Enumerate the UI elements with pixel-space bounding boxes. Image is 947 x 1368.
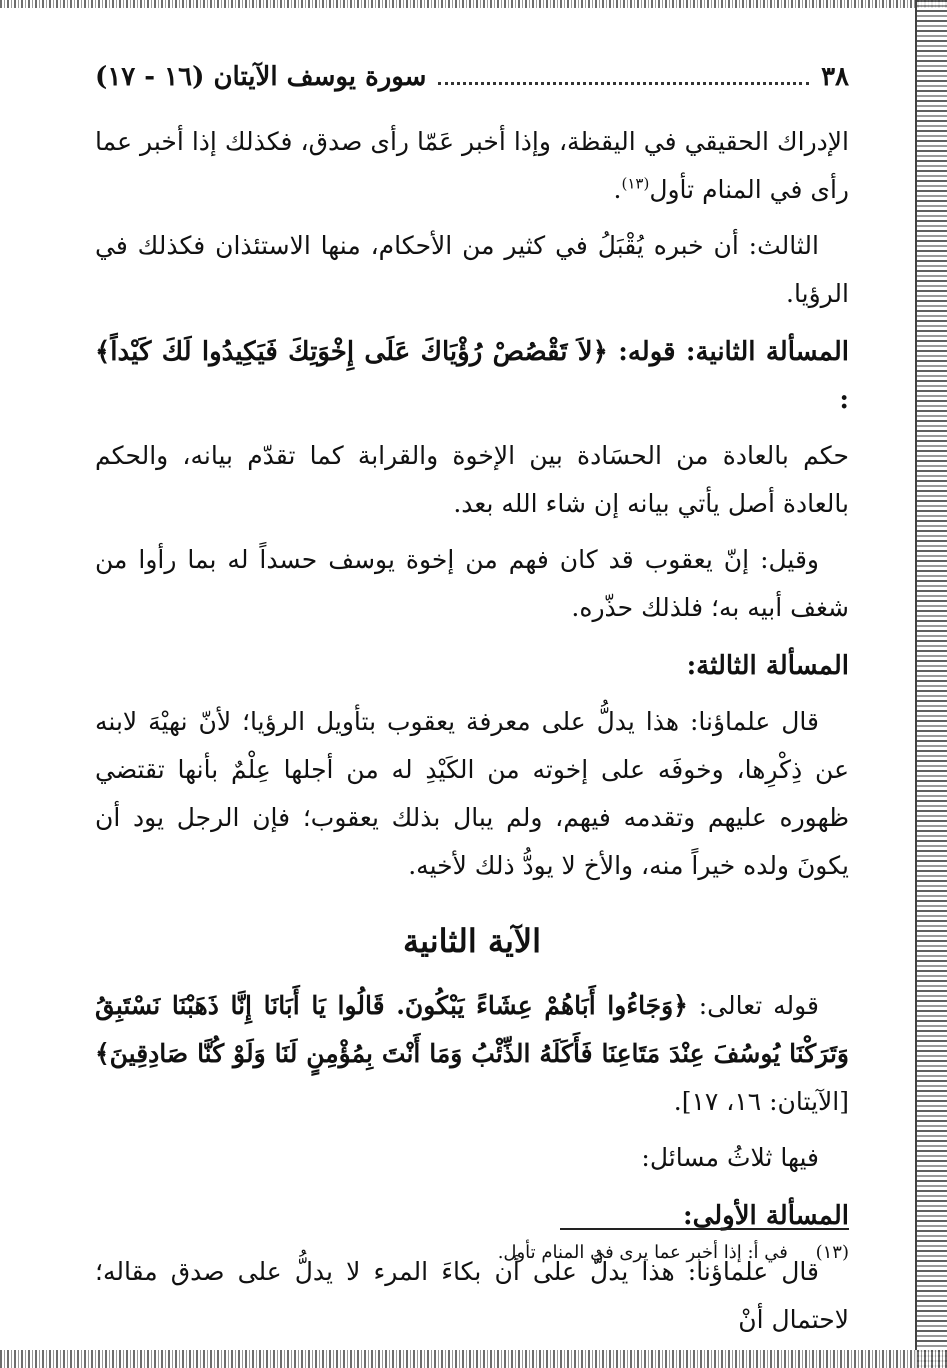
page-number: ٣٨ (821, 62, 849, 92)
paragraph-1 (95, 118, 849, 214)
verse-reference: [الآيتان: ١٦، ١٧]. (673, 1087, 849, 1116)
page-border-bottom (0, 1350, 947, 1368)
heading-masala-3: المسألة الثالثة: (686, 651, 849, 681)
footnote-separator (560, 1228, 849, 1230)
heading-masala-2-verse: ﴿لاَ تَقْصُصْ رُؤْيَاكَ عَلَى إِخْوَتِكَ فَيَكِيدُوا لَكَ كَيْداً﴾ (95, 337, 608, 367)
heading-masala-1: المسألة الأولى: (682, 1201, 849, 1231)
page-border-right (915, 0, 947, 1368)
paragraph-5: قال علماؤنا: هذا يدلُّ على معرفة يعقوب بتأويل الرؤيا؛ لأنّ نهيْهَ لابنه عن ذِكْرِها، وخوفَه على إخوته من الكَيْدِ له من أجلها عِلْمٌ بأنها تقتضي ظهوره عليهم وتقدمه فيهم، ولم يبال بذلك يعقوب؛ فإن الرجل يود أن يكونَ ولده خيراً منه، والأخ لا يودُّ ذلك لأخيه. (95, 707, 849, 880)
paragraph-6 (95, 982, 849, 1126)
page-header (95, 62, 849, 110)
heading-masala-2-label: المسألة الثانية: قوله: (607, 337, 849, 367)
paragraph-1-text: الإدراك الحقيقي في اليقظة، وإذا أخبر عَمّا رأى صدق، فكذلك إذا أخبر عما رأى في المنام تأول (95, 127, 849, 204)
paragraph-6-lead: قوله تعالى: (687, 991, 820, 1020)
page-body (95, 62, 849, 1344)
footnote-marker: (١٣) (621, 174, 650, 193)
footnote-number: (١٣) (815, 1242, 849, 1263)
heading-masala-2 (95, 328, 849, 424)
section-title: الآية الثانية (402, 922, 542, 960)
paragraph-8: قال علماؤنا: هذا يدلُّ على أن بكاءَ المرء لا يدلُّ على صدق مقاله؛ لاحتمال أنْ (95, 1257, 849, 1334)
paragraph-3: حكم بالعادة من الحسَادة بين الإخوة والقرابة كما تقدّم بيانه، والحكم بالعادة أصل يأتي بيانه إن شاء الله بعد. (95, 441, 849, 518)
page-border-top (0, 0, 947, 8)
footnote (95, 1236, 849, 1270)
running-title: سورة يوسف الآيتان (١٦ - ١٧) (95, 62, 427, 92)
heading-masala-2-colon: : (839, 385, 849, 415)
footnote-text: في أ: إذا أخبر عما يرى في المنام تأول. (497, 1242, 788, 1263)
quran-verse: ﴿وَجَاءُوا أَبَاهُمْ عِشَاءً يَبْكُونَ. قَالُوا يَا أَبَانَا إِنَّا ذَهَبْنَا نَسْتَبِقُ وَتَرَكْنَا يُوسُفَ عِنْدَ مَتَاعِنَا فَأَكَلَهُ الذِّئْبُ وَمَا أَنْتَ بِمُؤْمِنٍ لَنَا وَلَوْ كُنَّا صَادِقِينَ﴾ (95, 991, 849, 1068)
paragraph-1-end: . (613, 175, 622, 204)
paragraph-4: وقيل: إنّ يعقوب قد كان فهم من إخوة يوسف حسداً له بما رأوا من شغف أبيه به؛ فلذلك حذّره. (95, 545, 849, 622)
header-dot-leader (438, 82, 809, 85)
paragraph-2: الثالث: أن خبره يُقْبَلُ في كثير من الأحكام، منها الاستئذان فكذلك في الرؤيا. (95, 231, 849, 308)
paragraph-7: فيها ثلاثُ مسائل: (641, 1143, 819, 1172)
